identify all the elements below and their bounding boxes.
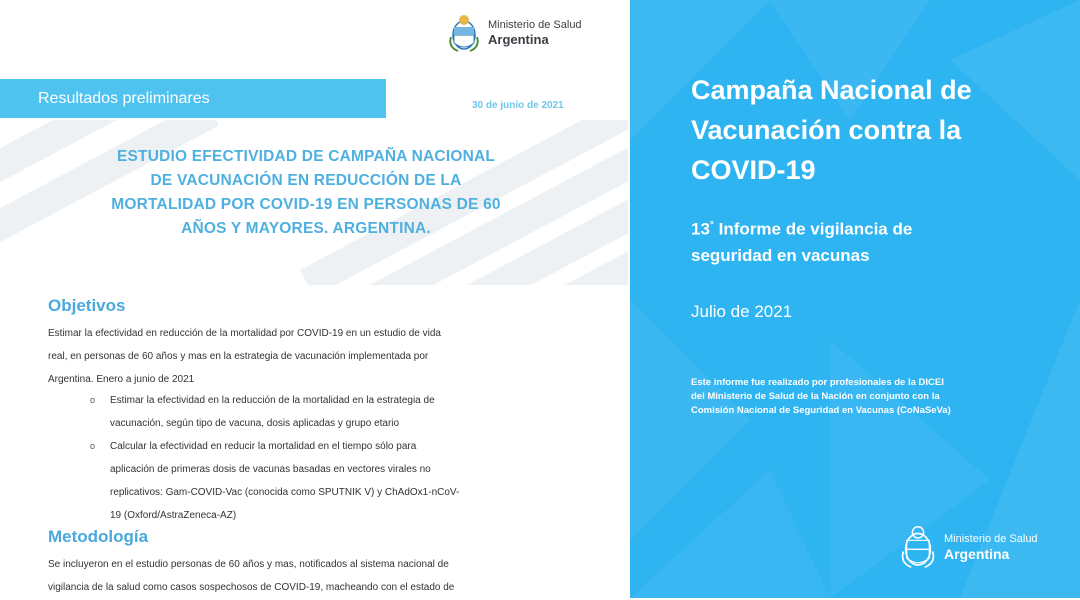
- study-title: [96, 145, 516, 241]
- description-line: Este informe fue realizado por profesionales de la DICEI: [691, 377, 944, 388]
- bullet-marker: o: [90, 441, 96, 451]
- objective-bullet-2: [90, 435, 500, 527]
- description-line: del Ministerio de Salud de la Nación en conjunto con la: [691, 391, 940, 402]
- paragraph-line: Estimar la efectividad en reducción de la mortalidad por COVID-19 en un estudio de vida: [48, 328, 441, 339]
- paragraph-line: Se incluyeron en el estudio personas de 60 años y mas, notificados al sistema nacional de: [48, 559, 449, 570]
- subtitle-line-1: Informe de vigilancia de: [713, 219, 913, 239]
- cover-title-line: Campaña Nacional de: [691, 75, 972, 105]
- study-title-line: ESTUDIO EFECTIVIDAD DE CAMPAÑA NACIONAL: [116, 148, 496, 165]
- objective-bullet-1: [90, 389, 500, 435]
- paragraph-line: vigilancia de la salud como casos sospechosos de COVID-19, macheando con el estado de: [48, 582, 455, 593]
- bullet-line: Calcular la efectividad en reducir la mortalidad en el tiempo sólo para: [110, 441, 417, 452]
- argentina-coat-of-arms-icon: [448, 13, 480, 53]
- argentina-coat-of-arms-icon: [900, 524, 936, 570]
- bullet-line: replicativos: Gam-COVID-Vac (conocida como SPUTNIK V) y ChAdOx1-nCoV-: [110, 487, 460, 498]
- description-line: Comisión Nacional de Seguridad en Vacunas (CoNaSeVa): [691, 405, 951, 416]
- cover-description: [691, 376, 1031, 418]
- study-title-line: DE VACUNACIÓN EN REDUCCIÓN DE LA: [150, 172, 462, 189]
- ministry-logo-top: [448, 10, 582, 56]
- bullet-line: 19 (Oxford/AstraZeneca-AZ): [110, 510, 237, 521]
- cover-title-line: Vacunación contra la: [691, 115, 962, 145]
- results-band: [0, 79, 386, 118]
- methodology-paragraph: [48, 553, 478, 599]
- paragraph-line: real, en personas de 60 años y mas en la estrategia de vacunación implementada por: [48, 351, 429, 362]
- objectives-heading: Objetivos: [48, 296, 126, 315]
- cover-title: [691, 70, 1051, 190]
- cover-title-line: COVID-19: [691, 155, 816, 185]
- subtitle-line-2: seguridad en vacunas: [691, 245, 870, 265]
- cover-subtitle: [691, 213, 1021, 269]
- bullet-line: vacunación, según tipo de vacuna, dosis aplicadas y grupo etario: [110, 418, 400, 429]
- paragraph-line: Argentina. Enero a junio de 2021: [48, 374, 195, 385]
- ministry-logo-bottom: [900, 524, 1038, 570]
- cover-date: Julio de 2021: [691, 302, 793, 321]
- bullet-marker: o: [90, 395, 96, 405]
- report-date: 30 de junio de 2021: [472, 100, 564, 111]
- report-number: 13: [691, 219, 710, 239]
- band-label: Resultados preliminares: [38, 90, 210, 107]
- right-cover-page: [630, 0, 1080, 598]
- ministry-name: Ministerio de Salud: [944, 532, 1038, 545]
- ordinal-mark: °: [709, 220, 714, 231]
- study-title-line: MORTALIDAD POR COVID-19 EN PERSONAS DE 60: [111, 196, 501, 213]
- bullet-line: aplicación de primeras dosis de vacunas basadas en vectores virales no: [110, 464, 431, 475]
- methodology-heading: Metodología: [48, 527, 149, 546]
- bullet-line: Estimar la efectividad en la reducción de la mortalidad en la estrategia de: [110, 395, 435, 406]
- ministry-name: Ministerio de Salud: [488, 19, 582, 31]
- ministry-country: Argentina: [944, 545, 1010, 562]
- ministry-country: Argentina: [488, 32, 549, 47]
- study-title-line: AÑOS Y MAYORES. ARGENTINA.: [181, 220, 431, 237]
- objectives-paragraph: [48, 322, 478, 391]
